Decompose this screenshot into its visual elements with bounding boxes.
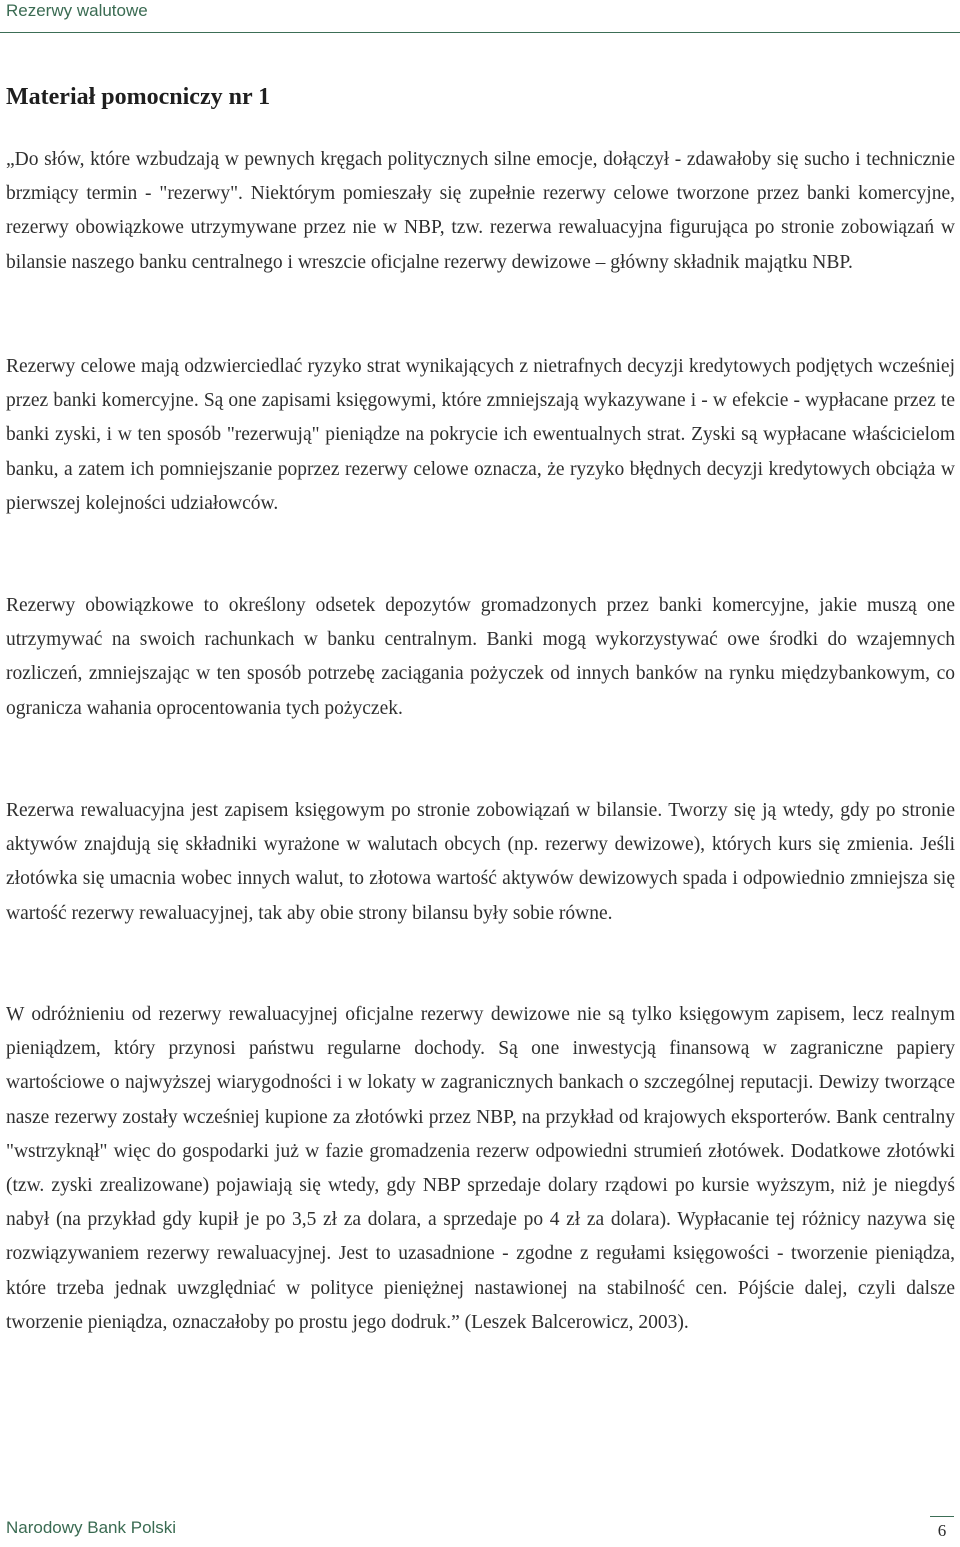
paragraph-rezerwy-celowe: Rezerwy celowe mają odzwierciedlać ryzyko strat wynikających z nietrafnych decyzji kredytowych podjętych wcześniej przez banki komercyjne. Są one zapisami księgowymi, które zmniejszają wykazywane i - w efekcie - wypłacane przez te banki zyski, i w ten sposób "rezerwują" pieniądze na pokrycie ich ewentualnych strat. Zyski są wypłacane właścicielom banku, a zatem ich pomniejszanie poprzez rezerwy celowe oznacza, że ryzyko błędnych decyzji kredytowych obciąża w pierwszej kolejności udziałowców. [6, 356, 955, 514]
running-header-title: Rezerwy walutowe [6, 1, 148, 20]
paragraph-intro: „Do słów, które wzbudzają w pewnych kręgach politycznych silne emocje, dołączył - zdawałoby się sucho i technicznie brzmiący termin - "rezerwy". Niektórym pomieszały się zupełnie rezerwy celowe tworzone przez banki komercyjne, rezerwy obowiązkowe utrzymywane przez nie w NBP, tzw. rezerwa rewaluacyjna figurująca po stronie zobowiązań w bilansie naszego banku centralnego i wreszcie oficjalne rezerwy dewizowe – główny składnik majątku NBP. [6, 149, 955, 273]
paragraph-rezerwa-rewaluacyjna: Rezerwa rewaluacyjna jest zapisem księgowym po stronie zobowiązań w bilansie. Tworzy się ją wtedy, gdy po stronie aktywów znajdują się składniki wyrażone w walutach obcych (np. rezerwy dewizowe), których kurs się zmienia. Jeśli złotówka się umacnia wobec innych walut, to złotowa wartość aktywów dewizowych spada i odpowiednio zmniejsza się wartość rezerwy rewaluacyjnej, tak aby obie strony bilansu były sobie równe. [6, 800, 955, 924]
page-number: 6 [930, 1516, 954, 1541]
footer-publisher: Narodowy Bank Polski [6, 1518, 177, 1537]
paragraph-rezerwy-dewizowe: W odróżnieniu od rezerwy rewaluacyjnej oficjalne rezerwy dewizowe nie są tylko księgowym zapisem, lecz realnym pieniądzem, który przynosi państwu regularne dochody. Są one inwestycją finansową w zagraniczne papiery wartościowe o najwyższej wiarygodności i w lokaty w zagranicznych bankach o szczególnej reputacji. Dewizy tworzące nasze rezerwy zostały wcześniej kupione za złotówki przez NBP, na przykład od krajowych eksporterów. Bank centralny "wstrzyknął" więc do gospodarki już w fazie gromadzenia rezerw odpowiedni strumień złotówek. Dodatkowe złotówki (tzw. zyski zrealizowane) pojawiają się wtedy, gdy NBP sprzedaje dolary rządowi po kursie wyższym, niż je niegdyś nabył (na przykład gdy kupił je po 3,5 zł za dolara, a sprzedaje po 4 zł za dolara). Wypłacanie tej różnicy nazywa się rozwiązywaniem rezerwy rewaluacyjnej. Jest to uzasadnione - zgodne z regułami księgowości - tworzenie pieniądza, które trzeba jednak uwzględniać w polityce pieniężnej nastawionej na stabilność cen. Pójście dalej, czyli dalsze tworzenie pieniądza, oznaczałoby po prostu jego dodruk.” (Leszek Balcerowicz, 2003). [6, 1004, 955, 1333]
paragraph-rezerwy-obowiazkowe: Rezerwy obowiązkowe to określony odsetek depozytów gromadzonych przez banki komercyjne, jakie muszą one utrzymywać na swoich rachunkach w banku centralnym. Banki mogą wykorzystywać owe środki do wzajemnych rozliczeń, zmniejszając w ten sposób potrzebę zaciągania pożyczek od innych banków na rynku międzybankowym, co ogranicza wahania oprocentowania tych pożyczek. [6, 595, 955, 719]
document-title: Materiał pomocniczy nr 1 [6, 84, 271, 110]
page-header [0, 0, 960, 33]
